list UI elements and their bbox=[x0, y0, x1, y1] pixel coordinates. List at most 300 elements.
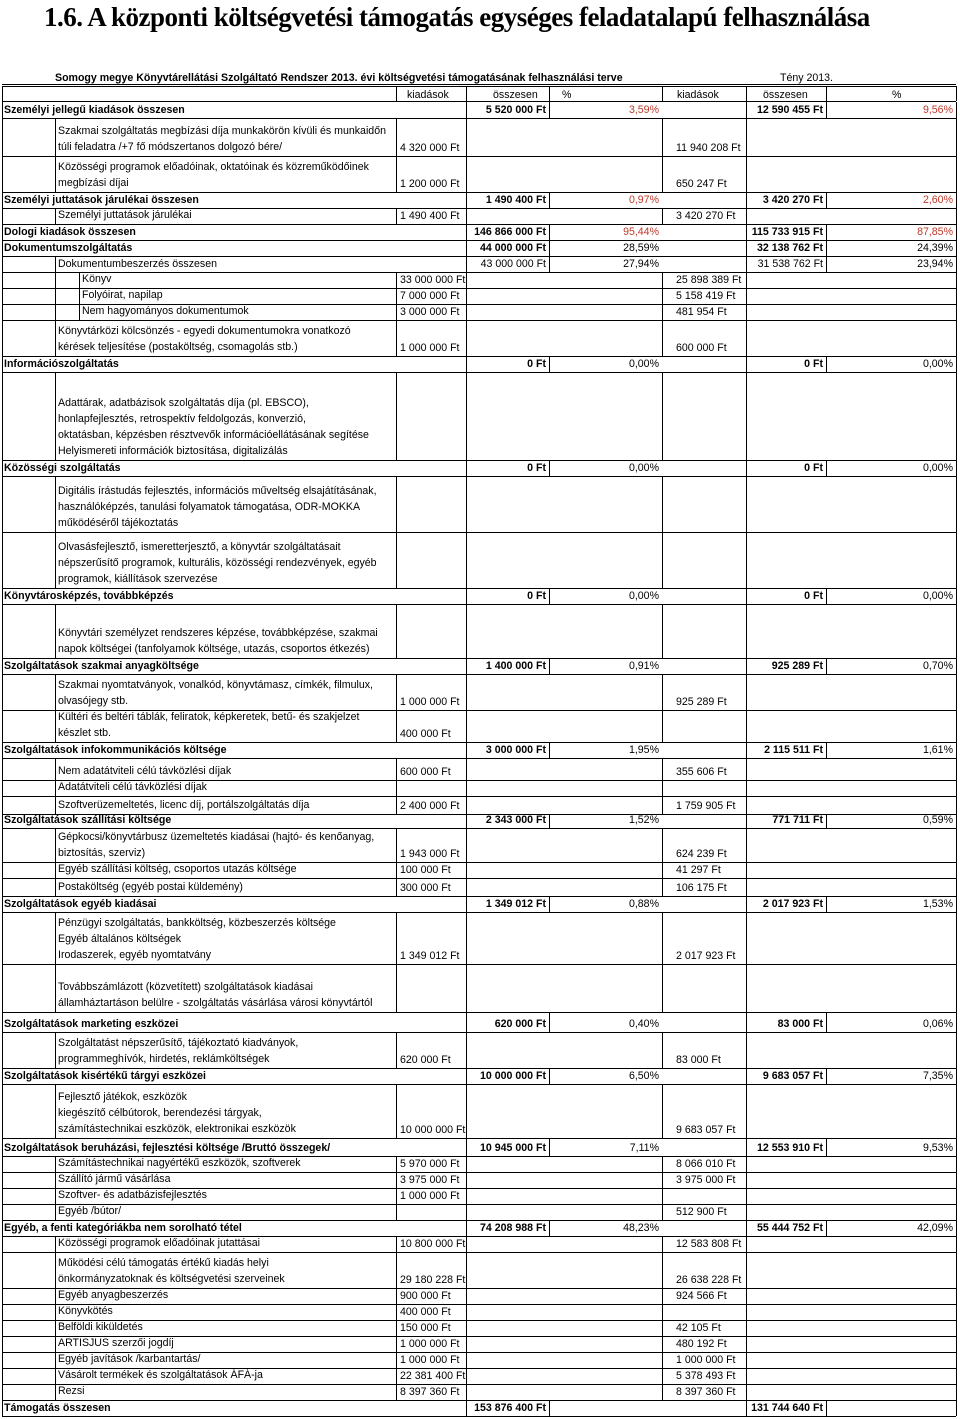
actual-total-value: 9 683 057 Ft bbox=[762, 1070, 823, 1082]
column-border bbox=[466, 1320, 467, 1336]
actual-item-value: 8 397 360 Ft bbox=[676, 1386, 736, 1398]
plan-item-value: 1 000 000 Ft bbox=[400, 1354, 460, 1366]
indent-border bbox=[55, 272, 56, 288]
right-border bbox=[956, 1304, 957, 1320]
column-border bbox=[746, 964, 747, 1012]
item-label-line: készlet stb. bbox=[58, 727, 111, 739]
left-border bbox=[2, 1320, 3, 1336]
actual-percent-value: 9,53% bbox=[922, 1142, 953, 1154]
column-border bbox=[662, 964, 663, 1012]
item-label-line: Személyi juttatások járulékai bbox=[58, 209, 192, 221]
plan-header-title: Somogy megye Könyvtárellátási Szolgáltató Rendszer 2013. évi költségvetési támogatásának felhasználási terve bbox=[55, 72, 623, 84]
column-border bbox=[662, 288, 663, 304]
right-border bbox=[956, 460, 957, 476]
row-border bbox=[2, 224, 956, 225]
column-border bbox=[662, 1336, 663, 1352]
right-border bbox=[956, 1288, 957, 1304]
indent-border bbox=[55, 758, 56, 780]
right-border bbox=[956, 780, 957, 796]
item-label-line: államháztartáson belülre - szolgáltatás vásárlása városi könyvtártól bbox=[58, 997, 373, 1009]
item-label-line: Könyvtári személyzet rendszeres képzése, továbbképzése, szakmai bbox=[58, 627, 378, 639]
column-border bbox=[746, 476, 747, 532]
column-border bbox=[746, 1204, 747, 1220]
actual-total-value: 12 590 455 Ft bbox=[757, 104, 823, 116]
column-border bbox=[746, 272, 747, 288]
plan-item-value: 1 200 000 Ft bbox=[400, 178, 460, 190]
left-border bbox=[2, 118, 3, 156]
row-border bbox=[2, 1068, 956, 1069]
actual-total-value: 131 744 640 Ft bbox=[751, 1402, 823, 1414]
plan-total-value: 3 000 000 Ft bbox=[485, 744, 546, 756]
column-border bbox=[746, 288, 747, 304]
right-border bbox=[956, 758, 957, 780]
column-border bbox=[662, 1204, 663, 1220]
column-border bbox=[746, 710, 747, 742]
column-border bbox=[396, 1336, 397, 1352]
item-label-line: Adatátviteli célú távközlési díjak bbox=[58, 781, 207, 793]
plan-percent-value: 48,23% bbox=[623, 1222, 659, 1234]
item-label-line: Számítástechnikai nagyértékű eszközök, szoftverek bbox=[58, 1157, 301, 1169]
actual-item-value: 480 192 Ft bbox=[676, 1338, 727, 1350]
indent-border bbox=[55, 320, 56, 356]
item-label-line: használóképzés, tanulási folyamatok támogatása, ODR-MOKKA bbox=[58, 501, 361, 513]
plan-item-value: 1 000 000 Ft bbox=[400, 1190, 460, 1202]
column-border bbox=[466, 1172, 467, 1188]
left-border bbox=[2, 1172, 3, 1188]
indent-border bbox=[55, 372, 56, 460]
column-border bbox=[746, 118, 747, 156]
column-border bbox=[466, 86, 467, 101]
column-border bbox=[662, 780, 663, 796]
plan-item-value: 400 000 Ft bbox=[400, 1306, 451, 1318]
column-border bbox=[396, 964, 397, 1012]
row-border bbox=[2, 742, 956, 743]
plan-percent-value: 0,00% bbox=[628, 358, 659, 370]
right-border bbox=[956, 1236, 957, 1252]
column-border bbox=[956, 86, 957, 101]
column-border bbox=[396, 912, 397, 964]
right-border bbox=[956, 1172, 957, 1188]
column-border bbox=[549, 86, 550, 101]
indent-border bbox=[55, 288, 56, 304]
item-label-line: Szállító jármű vásárlása bbox=[58, 1173, 171, 1185]
grand-total-label: Támogatás összesen bbox=[4, 1402, 111, 1414]
column-border bbox=[662, 1084, 663, 1138]
plan-item-value: 1 943 000 Ft bbox=[400, 848, 460, 860]
column-border bbox=[746, 1084, 747, 1138]
plan-total-value: 44 000 000 Ft bbox=[480, 242, 546, 254]
actual-kiadasok-header: kiadások bbox=[677, 89, 719, 101]
indent-border bbox=[55, 1384, 56, 1400]
right-border bbox=[956, 356, 957, 372]
actual-percent-value: 87,85% bbox=[917, 226, 953, 238]
row-border bbox=[2, 1252, 956, 1253]
column-border bbox=[396, 156, 397, 192]
actual-item-value: 925 289 Ft bbox=[676, 696, 727, 708]
column-border bbox=[396, 1252, 397, 1288]
column-border bbox=[396, 1156, 397, 1172]
right-border bbox=[956, 878, 957, 896]
right-border bbox=[956, 1138, 957, 1156]
right-border bbox=[956, 192, 957, 208]
column-border bbox=[466, 304, 467, 320]
plan-item-value: 4 320 000 Ft bbox=[400, 142, 460, 154]
row-border bbox=[2, 192, 956, 193]
plan-total-value: 0 Ft bbox=[527, 358, 546, 370]
right-border bbox=[956, 1220, 957, 1236]
item-label-line: Egyéb javítások /karbantartás/ bbox=[58, 1353, 201, 1365]
item-label-line: Szakmai szolgáltatás megbízási díja munkakörön kívüli és munkaidőn bbox=[58, 125, 386, 137]
right-border bbox=[956, 208, 957, 224]
item-label-line: Szakmai nyomtatványok, vonalkód, könyvtámasz, címkék, filmulux, bbox=[58, 679, 373, 691]
column-border bbox=[662, 1352, 663, 1368]
item-label-line: Szoftver- és adatbázisfejlesztés bbox=[58, 1189, 207, 1201]
actual-total-value: 32 138 762 Ft bbox=[757, 242, 823, 254]
category-label: Dologi kiadások összesen bbox=[4, 226, 136, 238]
right-border bbox=[956, 1032, 957, 1068]
right-border bbox=[956, 102, 957, 118]
column-border bbox=[746, 1336, 747, 1352]
row-border bbox=[2, 674, 956, 675]
column-border bbox=[466, 1156, 467, 1172]
item-label-line: biztosítás, szerviz) bbox=[58, 847, 146, 859]
column-border bbox=[662, 1236, 663, 1252]
plan-item-value: 1 349 012 Ft bbox=[400, 950, 460, 962]
actual-item-value: 8 066 010 Ft bbox=[676, 1158, 736, 1170]
column-border bbox=[466, 1304, 467, 1320]
item-label-line: túli feladatra /+7 fő módszertanos dolgozó bére/ bbox=[58, 141, 283, 153]
plan-percent-value: 28,59% bbox=[623, 242, 659, 254]
plan-item-value: 900 000 Ft bbox=[400, 1290, 451, 1302]
indent-border bbox=[55, 674, 56, 710]
indent-border bbox=[55, 256, 56, 272]
item-label-line: Rezsi bbox=[58, 1385, 85, 1397]
indent-border bbox=[55, 532, 56, 588]
plan-item-value: 2 400 000 Ft bbox=[400, 800, 460, 812]
left-border bbox=[2, 1336, 3, 1352]
actual-item-value: 600 000 Ft bbox=[676, 342, 727, 354]
right-border bbox=[956, 156, 957, 192]
plan-percent-value: 0,00% bbox=[628, 462, 659, 474]
column-border bbox=[746, 1304, 747, 1320]
left-border bbox=[2, 476, 3, 532]
indent-border bbox=[55, 828, 56, 862]
indent-border bbox=[55, 780, 56, 796]
column-border bbox=[396, 372, 397, 460]
item-label-line: Nem hagyományos dokumentumok bbox=[82, 305, 249, 317]
column-border bbox=[466, 604, 467, 658]
left-border bbox=[2, 588, 3, 604]
column-border bbox=[662, 604, 663, 658]
header-divider bbox=[2, 84, 956, 85]
actual-percent-value: 1,53% bbox=[922, 898, 953, 910]
row-border bbox=[2, 156, 956, 157]
right-border bbox=[956, 304, 957, 320]
column-border bbox=[746, 86, 747, 101]
column-border bbox=[746, 828, 747, 862]
column-border bbox=[662, 758, 663, 780]
column-border bbox=[466, 1368, 467, 1384]
left-border bbox=[2, 1084, 3, 1138]
plan-item-value: 150 000 Ft bbox=[400, 1322, 451, 1334]
left-border bbox=[2, 1032, 3, 1068]
plan-total-value: 1 400 000 Ft bbox=[485, 660, 546, 672]
indent-border bbox=[55, 796, 56, 814]
actual-item-value: 3 420 270 Ft bbox=[676, 210, 736, 222]
item-label-line: Egyéb általános költségek bbox=[58, 933, 182, 945]
plan-total-value: 620 000 Ft bbox=[494, 1018, 546, 1030]
left-border bbox=[2, 964, 3, 1012]
actual-item-value: 1 000 000 Ft bbox=[676, 1354, 736, 1366]
column-border bbox=[662, 1304, 663, 1320]
actual-percent-value: 0,00% bbox=[922, 462, 953, 474]
left-border bbox=[2, 1368, 3, 1384]
column-border bbox=[466, 288, 467, 304]
column-border bbox=[466, 532, 467, 588]
category-label: Szolgáltatások infokommunikációs költsége bbox=[4, 744, 227, 756]
item-label-line: Pénzügyi szolgáltatás, bankköltség, közbeszerzés költsége bbox=[58, 917, 336, 929]
right-border bbox=[956, 796, 957, 814]
item-label-line: Olvasásfejlesztő, ismeretterjesztő, a könyvtár szolgáltatásait bbox=[58, 541, 341, 553]
left-border bbox=[2, 828, 3, 862]
column-border bbox=[746, 372, 747, 460]
left-border bbox=[2, 532, 3, 588]
actual-item-value: 11 940 208 Ft bbox=[676, 142, 741, 154]
column-border bbox=[396, 118, 397, 156]
row-border bbox=[2, 964, 956, 965]
actual-total-value: 12 553 910 Ft bbox=[757, 1142, 823, 1154]
item-label-line: Irodaszerek, egyéb nyomtatvány bbox=[58, 949, 212, 961]
item-label-line: Könyv bbox=[82, 273, 112, 285]
left-border bbox=[2, 780, 3, 796]
column-border bbox=[662, 1156, 663, 1172]
right-border bbox=[956, 532, 957, 588]
header-divider bbox=[2, 86, 956, 87]
indent-border bbox=[55, 1156, 56, 1172]
right-border bbox=[956, 272, 957, 288]
item-label-line: számítástechnikai eszközök, elektronikai eszközök bbox=[58, 1123, 296, 1135]
right-border bbox=[956, 658, 957, 674]
item-label-line: Helyismereti információk biztosítása, digitalizálás bbox=[58, 445, 288, 457]
row-border bbox=[2, 796, 956, 797]
actual-total-value: 2 017 923 Ft bbox=[762, 898, 823, 910]
actual-percent-value: 9,56% bbox=[922, 104, 953, 116]
actual-osszesen-header: összesen bbox=[763, 89, 808, 101]
left-border bbox=[2, 1252, 3, 1288]
plan-item-value: 400 000 Ft bbox=[400, 728, 451, 740]
item-label-line: Fejlesztő játékok, eszközök bbox=[58, 1091, 187, 1103]
indent-border bbox=[55, 1352, 56, 1368]
plan-item-value: 22 381 400 Ft bbox=[400, 1370, 466, 1382]
indent-border bbox=[55, 1188, 56, 1204]
actual-total-value: 115 733 915 Ft bbox=[751, 226, 823, 238]
column-border bbox=[466, 1188, 467, 1204]
column-border bbox=[396, 1288, 397, 1304]
column-border bbox=[396, 476, 397, 532]
plan-item-value: 1 000 000 Ft bbox=[400, 342, 460, 354]
indent-border bbox=[55, 208, 56, 224]
column-border bbox=[396, 1188, 397, 1204]
item-label-line: Vásárolt termékek és szolgáltatások ÁFÁ-ja bbox=[58, 1369, 263, 1381]
column-border bbox=[662, 304, 663, 320]
actual-item-value: 1 759 905 Ft bbox=[676, 800, 736, 812]
actual-item-value: 12 583 808 Ft bbox=[676, 1238, 742, 1250]
column-border bbox=[662, 1188, 663, 1204]
plan-percent-value: 0,40% bbox=[628, 1018, 659, 1030]
plan-item-value: 600 000 Ft bbox=[400, 766, 451, 778]
left-border bbox=[2, 878, 3, 896]
column-border bbox=[746, 1236, 747, 1252]
row-border bbox=[2, 1012, 956, 1013]
column-border bbox=[2, 86, 3, 101]
column-border bbox=[662, 320, 663, 356]
column-border bbox=[746, 532, 747, 588]
column-border bbox=[466, 1252, 467, 1288]
right-border bbox=[956, 896, 957, 912]
row-border bbox=[2, 828, 956, 829]
actual-item-value: 2 017 923 Ft bbox=[676, 950, 736, 962]
actual-percent-value: 0,70% bbox=[922, 660, 953, 672]
left-border bbox=[2, 1204, 3, 1220]
plan-percent-value: 0,00% bbox=[628, 590, 659, 602]
plan-percent-value: 0,97% bbox=[628, 194, 659, 206]
column-border bbox=[396, 796, 397, 814]
actual-item-value: 42 105 Ft bbox=[676, 1322, 721, 1334]
column-border bbox=[746, 1032, 747, 1068]
column-border bbox=[396, 208, 397, 224]
column-border bbox=[396, 304, 397, 320]
column-border bbox=[662, 912, 663, 964]
actual-total-value: 31 538 762 Ft bbox=[757, 258, 823, 270]
plan-total-value: 43 000 000 Ft bbox=[480, 258, 546, 270]
plan-item-value: 5 970 000 Ft bbox=[400, 1158, 460, 1170]
item-label-line: Szoftverüzemeltetés, licenc díj, portálszolgáltatás díja bbox=[58, 799, 310, 811]
right-border bbox=[956, 1336, 957, 1352]
column-border bbox=[746, 1156, 747, 1172]
actual-percent-value: 1,61% bbox=[922, 744, 953, 756]
plan-total-value: 74 208 988 Ft bbox=[480, 1222, 546, 1234]
column-border bbox=[466, 1032, 467, 1068]
column-border bbox=[746, 1252, 747, 1288]
left-border bbox=[2, 912, 3, 964]
plan-total-value: 0 Ft bbox=[527, 462, 546, 474]
plan-item-value: 620 000 Ft bbox=[400, 1054, 451, 1066]
column-border bbox=[396, 1172, 397, 1188]
plan-percent-value: 7,11% bbox=[629, 1142, 659, 1154]
row-border bbox=[2, 1320, 956, 1321]
column-border bbox=[662, 118, 663, 156]
column-border bbox=[662, 532, 663, 588]
plan-osszesen-header: összesen bbox=[493, 89, 538, 101]
right-border bbox=[956, 828, 957, 862]
item-label-line: Kültéri és beltéri táblák, feliratok, képkeretek, betű- és szakjelzet bbox=[58, 711, 360, 723]
actual-item-value: 481 954 Ft bbox=[676, 306, 727, 318]
column-border bbox=[396, 1204, 397, 1220]
left-border bbox=[2, 102, 3, 118]
indent-border bbox=[55, 1236, 56, 1252]
left-border bbox=[2, 320, 3, 356]
actual-item-value: 924 566 Ft bbox=[676, 1290, 727, 1302]
column-border bbox=[662, 710, 663, 742]
column-border bbox=[466, 156, 467, 192]
right-border bbox=[956, 118, 957, 156]
row-border bbox=[2, 1032, 956, 1033]
column-border bbox=[662, 796, 663, 814]
plan-item-value: 100 000 Ft bbox=[400, 864, 451, 876]
actual-total-value: 0 Ft bbox=[804, 590, 823, 602]
item-label-line: honlapfejlesztés, retrospektív feldolgozás, konverzió, bbox=[58, 413, 306, 425]
column-border bbox=[396, 780, 397, 796]
left-border bbox=[2, 658, 3, 674]
actual-item-value: 5 158 419 Ft bbox=[676, 290, 736, 302]
item-label-line: Gépkocsi/könyvtárbusz üzemeltetés kiadásai (hajtó- és kenőanyag, bbox=[58, 831, 375, 843]
right-border bbox=[956, 674, 957, 710]
item-label-line: Szolgáltatást népszerűsítő, tájékoztató kiadványok, bbox=[58, 1037, 299, 1049]
right-border bbox=[956, 224, 957, 240]
row-border bbox=[2, 460, 956, 461]
column-border bbox=[746, 1188, 747, 1204]
indent-border bbox=[55, 878, 56, 896]
plan-item-value: 300 000 Ft bbox=[400, 882, 451, 894]
row-border bbox=[2, 658, 956, 659]
actual-percent-value: 0,00% bbox=[922, 358, 953, 370]
column-border bbox=[466, 272, 467, 288]
left-border bbox=[2, 1304, 3, 1320]
right-border bbox=[956, 1012, 957, 1032]
column-border bbox=[746, 780, 747, 796]
left-border bbox=[2, 758, 3, 780]
left-border bbox=[2, 742, 3, 758]
column-border bbox=[466, 1352, 467, 1368]
plan-pct-header: % bbox=[562, 89, 572, 101]
row-border bbox=[2, 604, 956, 605]
column-border bbox=[396, 828, 397, 862]
column-border bbox=[746, 1384, 747, 1400]
column-border bbox=[746, 1368, 747, 1384]
column-border bbox=[466, 118, 467, 156]
indent-border bbox=[55, 1304, 56, 1320]
item-label-line: napok költségei (tanfolyamok költsége, utazás, csoportos étkezés) bbox=[58, 643, 370, 655]
column-border bbox=[466, 780, 467, 796]
plan-item-value: 33 000 000 Ft bbox=[400, 274, 466, 286]
column-border bbox=[746, 1172, 747, 1188]
indent-border bbox=[79, 288, 80, 304]
item-label-line: Közösségi programok előadóinak jutattásai bbox=[58, 1237, 260, 1249]
actual-item-value: 106 175 Ft bbox=[676, 882, 727, 894]
column-border bbox=[466, 878, 467, 896]
column-border bbox=[662, 156, 663, 192]
column-border bbox=[466, 1336, 467, 1352]
actual-percent-value: 24,39% bbox=[917, 242, 953, 254]
item-label-line: Továbbszámlázott (közvetített) szolgáltatások kiadásai bbox=[58, 981, 313, 993]
indent-border bbox=[55, 118, 56, 156]
plan-item-value: 10 800 000 Ft bbox=[400, 1238, 466, 1250]
actual-item-value: 355 606 Ft bbox=[676, 766, 727, 778]
row-border bbox=[2, 256, 956, 257]
left-border bbox=[2, 1068, 3, 1084]
row-border bbox=[2, 356, 956, 357]
plan-item-value: 10 000 000 Ft bbox=[400, 1124, 466, 1136]
row-border bbox=[2, 1400, 956, 1401]
plan-percent-value: 0,91% bbox=[628, 660, 659, 672]
item-label-line: Belföldi kiküldetés bbox=[58, 1321, 143, 1333]
plan-percent-value: 95,44% bbox=[623, 226, 659, 238]
page-title: 1.6. A központi költségvetési támogatás egységes feladatalapú felhasználása bbox=[44, 2, 870, 32]
right-border bbox=[956, 710, 957, 742]
column-border bbox=[466, 476, 467, 532]
indent-border bbox=[55, 604, 56, 658]
column-border bbox=[466, 674, 467, 710]
